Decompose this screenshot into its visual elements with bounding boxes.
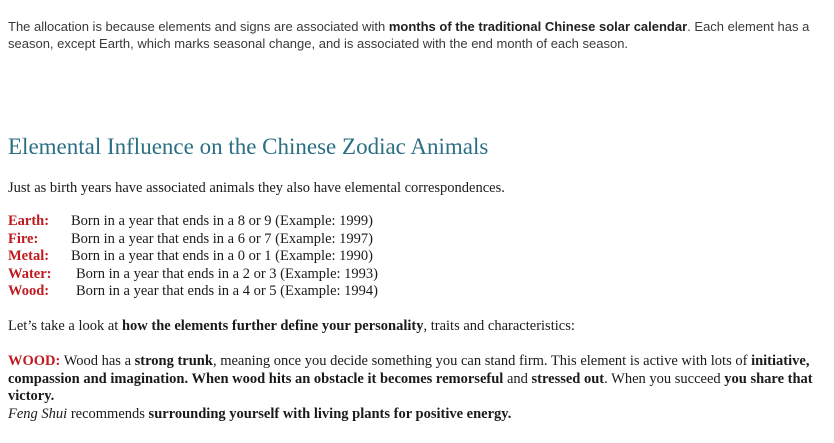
element-name-fire: Fire: (8, 230, 39, 247)
element-name-water: Water: (8, 265, 52, 282)
element-item-earth (8, 213, 378, 231)
section-heading: Elemental Influence on the Chinese Zodiac Animals (8, 134, 489, 159)
element-text-metal: Born in a year that ends in a 0 or 1 (Example: 1990) (71, 248, 374, 264)
element-text-fire: Born in a year that ends in a 6 or 7 (Example: 1997) (71, 230, 374, 247)
element-text-water: Born in a year that ends in a 2 or 3 (Example: 1993) (76, 265, 379, 282)
wood-label: WOOD: (8, 353, 61, 369)
element-text-earth: Born in a year that ends in a 8 or 9 (Example: 1999) (71, 213, 374, 229)
wood-bold-initiative: initiative, compassion and imagination. When wood hits an obstacle it becomes remorseful (8, 353, 810, 387)
wood-feng-shui: Feng Shui (8, 405, 68, 422)
element-list (8, 213, 378, 301)
intro-paragraph (8, 18, 826, 52)
intro-text-1: The allocation is because elements and signs are associated with (8, 19, 389, 34)
intro-text-2: . Each element has a season, except Earth, which marks seasonal change, and is associated with the end month of each season. (8, 19, 810, 51)
look-bold: how the elements further define your personality (121, 318, 424, 334)
wood-bold-stressed: stressed out (531, 370, 605, 387)
element-name-metal: Metal: (8, 248, 50, 264)
lead-paragraph: Just as birth years have associated animals they also have elemental correspondences. (8, 180, 505, 196)
element-name-earth: Earth: (8, 213, 50, 229)
element-item-fire (8, 231, 378, 249)
intro-bold-calendar: months of the traditional Chinese solar calendar (388, 19, 688, 34)
element-item-water (8, 266, 378, 284)
wood-bold-plants: surrounding yourself with living plants for positive energy. (148, 405, 512, 422)
look-text-2: , traits and characteristics: (423, 318, 575, 334)
wood-text-2: , meaning once you decide something you can stand firm. This element is active with lots of (212, 353, 752, 369)
wood-text-5: recommends (67, 405, 149, 422)
wood-bold-trunk: strong trunk (134, 353, 213, 369)
wood-text-1: Wood has a (60, 353, 135, 369)
look-paragraph (8, 318, 575, 336)
wood-paragraph (8, 353, 826, 423)
element-item-metal (8, 248, 378, 266)
element-text-wood: Born in a year that ends in a 4 or 5 (Example: 1994) (76, 283, 379, 299)
element-item-wood (8, 283, 378, 301)
wood-text-4: . When you succeed (604, 370, 725, 387)
element-name-wood: Wood: (8, 283, 50, 299)
wood-text-3: and (503, 370, 532, 387)
look-text-1: Let’s take a look at (8, 318, 122, 334)
wood-bold-victory: you share that victory. (8, 370, 813, 404)
